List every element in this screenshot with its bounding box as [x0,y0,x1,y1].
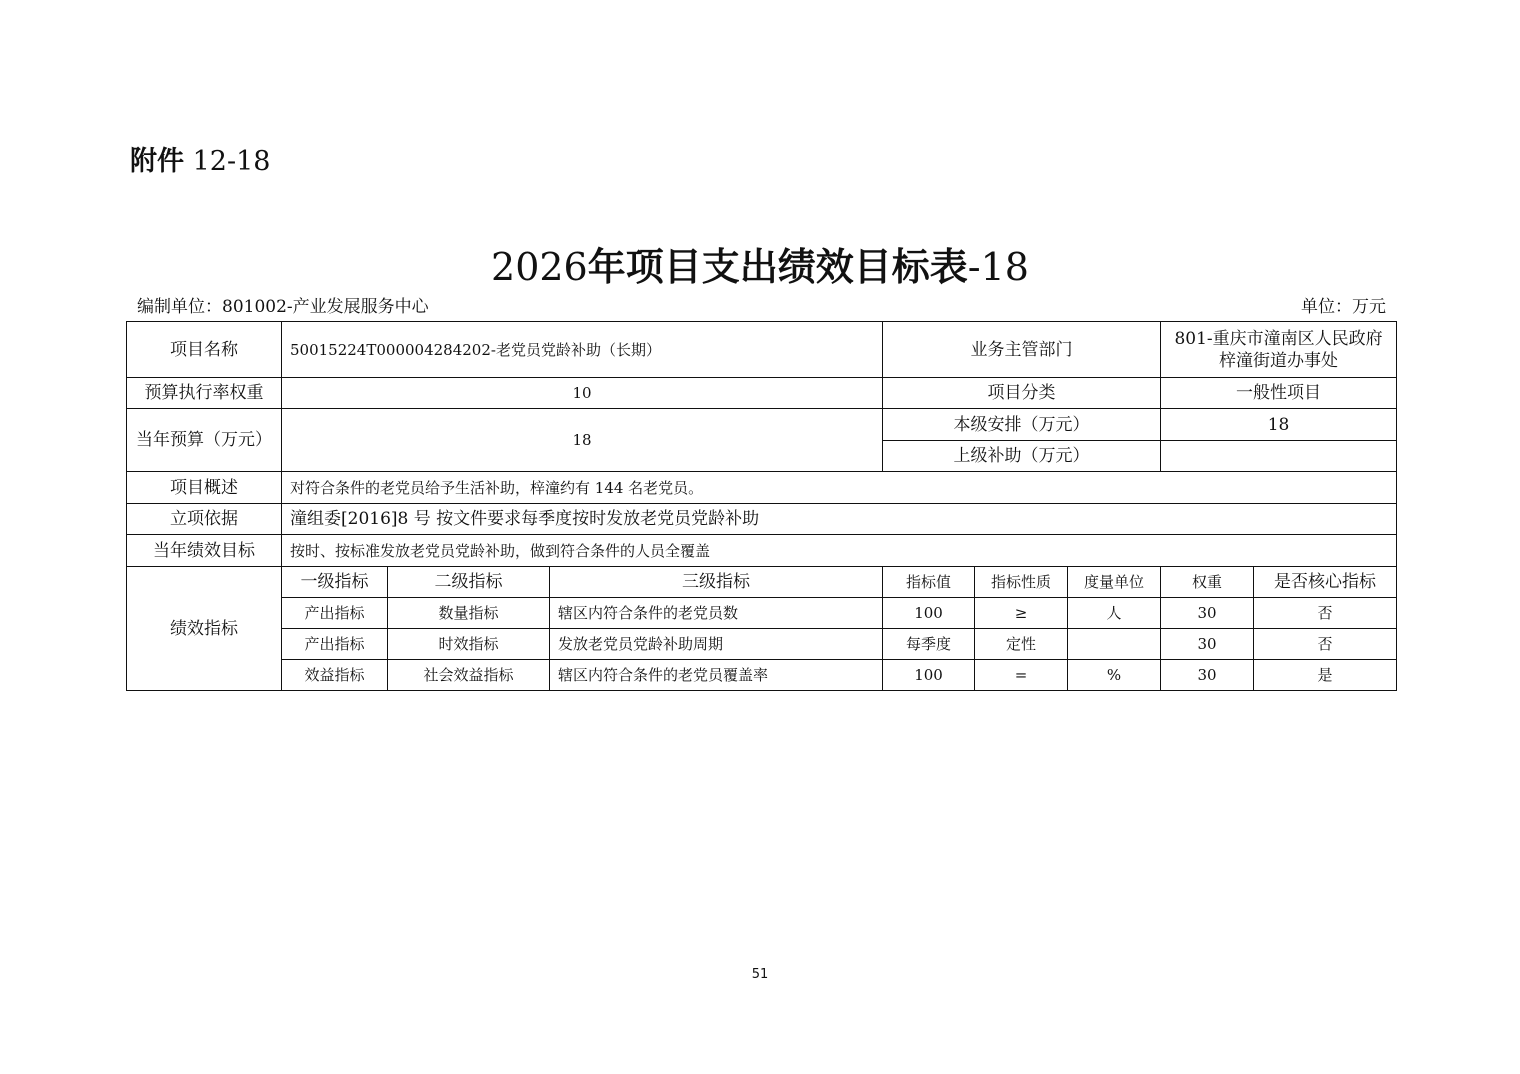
header-weight: 权重 [1161,567,1254,598]
page-title [0,240,1520,294]
indicator-weight: 30 [1161,629,1254,660]
overview-label: 项目概述 [127,472,282,504]
currency-unit: 单位：万元 [1301,297,1386,317]
indicator-weight: 30 [1161,660,1254,691]
category-label: 项目分类 [883,378,1161,409]
dept-value: 801-重庆市潼南区人民政府梓潼街道办事处 [1161,322,1397,378]
indicator-nature: ≥ [975,598,1068,629]
indicator-core: 是 [1254,660,1397,691]
title-suffix: -18 [967,245,1029,289]
indicator-row [127,629,1397,660]
goal-value: 按时、按标准发放老党员党龄补助，做到符合条件的人员全覆盖 [282,535,1397,567]
indicator-level2: 社会效益指标 [388,660,550,691]
title-main: 年项目支出绩效目标表 [587,245,968,289]
local-label: 本级安排（万元） [883,409,1161,441]
project-name-row [127,322,1397,378]
indicator-value: 每季度 [883,629,975,660]
indicator-unit [1068,629,1161,660]
overview-row [127,472,1397,504]
indicator-level1: 产出指标 [282,629,388,660]
budget-value: 18 [282,409,883,472]
indicator-level3: 辖区内符合条件的老党员数 [550,598,883,629]
title-year: 2026 [491,245,588,289]
indicator-level2: 时效指标 [388,629,550,660]
goal-row [127,535,1397,567]
indicator-row [127,660,1397,691]
budget-row-local [127,409,1397,441]
indicator-level3: 辖区内符合条件的老党员覆盖率 [550,660,883,691]
indicator-row [127,598,1397,629]
budget-label: 当年预算（万元） [127,409,282,472]
basis-row [127,504,1397,535]
basis-label: 立项依据 [127,504,282,535]
overview-value: 对符合条件的老党员给予生活补助，梓潼约有 144 名老党员。 [282,472,1397,504]
page-number: 51 [751,967,769,982]
header-value: 指标值 [883,567,975,598]
indicator-core: 否 [1254,598,1397,629]
header-level2: 二级指标 [388,567,550,598]
project-name-label: 项目名称 [127,322,282,378]
header-core: 是否核心指标 [1254,567,1397,598]
indicator-unit: 人 [1068,598,1161,629]
indicator-nature: = [975,660,1068,691]
superior-label: 上级补助（万元） [883,441,1161,472]
indicators-label: 绩效指标 [127,567,282,691]
indicator-level1: 效益指标 [282,660,388,691]
indicator-level1: 产出指标 [282,598,388,629]
performance-table [126,321,1397,691]
goal-label: 当年绩效目标 [127,535,282,567]
category-value: 一般性项目 [1161,378,1397,409]
header-level1: 一级指标 [282,567,388,598]
indicator-value: 100 [883,598,975,629]
indicator-weight: 30 [1161,598,1254,629]
header-nature: 指标性质 [975,567,1068,598]
exec-weight-value: 10 [282,378,883,409]
header-unit: 度量单位 [1068,567,1161,598]
indicator-value: 100 [883,660,975,691]
superior-value [1161,441,1397,472]
attachment-number: 12-18 [192,146,271,177]
header-level3: 三级指标 [550,567,883,598]
exec-weight-label: 预算执行率权重 [127,378,282,409]
compiling-unit: 编制单位：801002-产业发展服务中心 [137,297,429,317]
attachment-label [130,142,270,182]
exec-weight-row [127,378,1397,409]
basis-value: 潼组委[2016]8 号 按文件要求每季度按时发放老党员党龄补助 [282,504,1397,535]
indicator-core: 否 [1254,629,1397,660]
dept-label: 业务主管部门 [883,322,1161,378]
indicator-level3: 发放老党员党龄补助周期 [550,629,883,660]
indicator-level2: 数量指标 [388,598,550,629]
project-name-value: 50015224T000004284202-老党员党龄补助（长期） [282,322,883,378]
indicator-nature: 定性 [975,629,1068,660]
indicator-unit: % [1068,660,1161,691]
attachment-word: 附件 [130,146,184,177]
indicator-header-row [127,567,1397,598]
local-value: 18 [1161,409,1397,441]
